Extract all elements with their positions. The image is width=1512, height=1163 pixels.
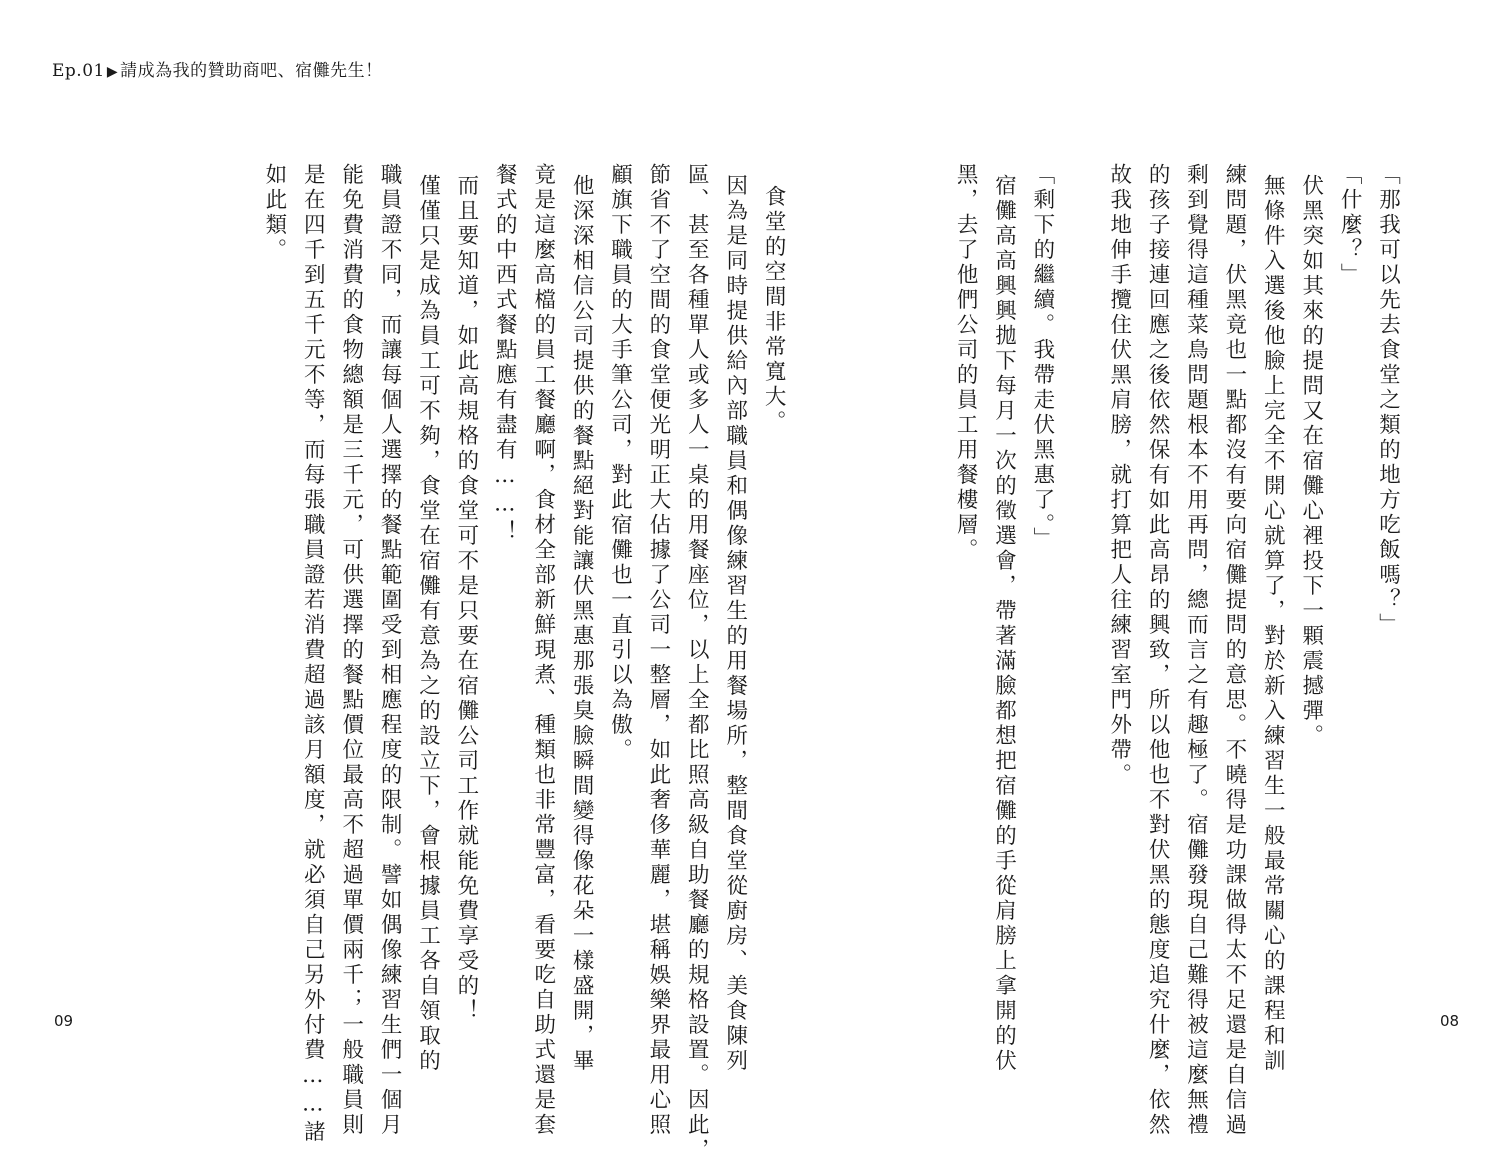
text-column: 職員證不同，而讓每個人選擇的餐點範圍受到相應程度的限制。譬如偶像練習生們一個月: [377, 162, 403, 1138]
page-number-right: 08: [1440, 1012, 1460, 1030]
text-column: 「什麼？」: [1337, 162, 1363, 288]
text-column: 因為是同時提供給內部職員和偶像練習生的用餐場所，整間食堂從廚房、美食陳列: [722, 173, 748, 1074]
text-column: 「剩下的繼續。我帶走伏黑惠了。」: [1029, 162, 1055, 552]
text-column: 伏黑突如其來的提問又在宿儺心裡投下一顆震撼彈。: [1298, 173, 1324, 749]
text-column: 如此類。: [261, 162, 287, 263]
page-number-left: 09: [54, 1012, 74, 1030]
text-column: 剩到覺得這種菜鳥問題根本不用再問，總而言之有趣極了。宿儺發現自己難得被這麼無禮: [1183, 162, 1209, 1138]
text-column: 顧旗下職員的大手筆公司，對此宿儺也一直引以為傲。: [607, 162, 633, 763]
text-column: 而且要知道，如此高規格的食堂可不是只要在宿儺公司工作就能免費享受的！: [453, 173, 479, 1024]
text-column: 練問題，伏黑竟也一點都沒有要向宿儺提問的意思。不曉得是功課做得太不足還是自信過: [1221, 162, 1247, 1138]
text-column: 是在四千到五千元不等，而每張職員證若消費超過該月額度，就必須自己另外付費……諸: [300, 162, 326, 1145]
text-column: 食堂的空間非常寬大。: [761, 185, 787, 435]
text-column: 餐式的中西式餐點應有盡有……！: [492, 162, 518, 545]
text-column: 能免費消費的食物總額是三千元，可供選擇的餐點價位最高不超過單價兩千；一般職員則: [338, 162, 364, 1138]
text-column: 他深深相信公司提供的餐點絕對能讓伏黑惠那張臭臉瞬間變得像花朵一樣盛開，畢: [569, 173, 595, 1074]
text-column: 黑，去了他們公司的員工用餐樓層。: [953, 162, 979, 563]
text-column: 節省不了空間的食堂便光明正大佔據了公司一整層，如此奢侈華麗，堪稱娛樂界最用心照: [645, 162, 671, 1138]
chapter-title: 請成為我的贊助商吧、宿儺先生！: [120, 61, 383, 81]
text-column: 「那我可以先去食堂之類的地方吃飯嗎？」: [1375, 162, 1401, 638]
episode-label: Ep.01: [52, 61, 105, 81]
text-column: 的孩子接連回應之後依然保有如此高昂的興致，所以他也不對伏黑的態度追究什麼，依然: [1145, 162, 1171, 1138]
text-column: 僅僅只是成為員工可不夠，食堂在宿儺有意為之的設立下，會根據員工各自領取的: [415, 173, 441, 1074]
play-arrow-icon: ▶: [106, 64, 119, 80]
text-column: 故我地伸手攬住伏黑肩膀，就打算把人往練習室門外帶。: [1106, 162, 1132, 788]
text-column: 無條件入選後他臉上完全不開心就算了，對於新入練習生一般最常關心的課程和訓: [1260, 173, 1286, 1074]
text-column: 竟是這麼高檔的員工餐廳啊，食材全部新鮮現煮、種類也非常豐富，看要吃自助式還是套: [530, 162, 556, 1138]
text-column: 區、甚至各種單人或多人一桌的用餐座位，以上全都比照高級自助餐廳的規格設置。因此，: [684, 162, 710, 1163]
text-column: 宿儺高高興興拋下每月一次的徵選會，帶著滿臉都想把宿儺的手從肩膀上拿開的伏: [991, 173, 1017, 1074]
